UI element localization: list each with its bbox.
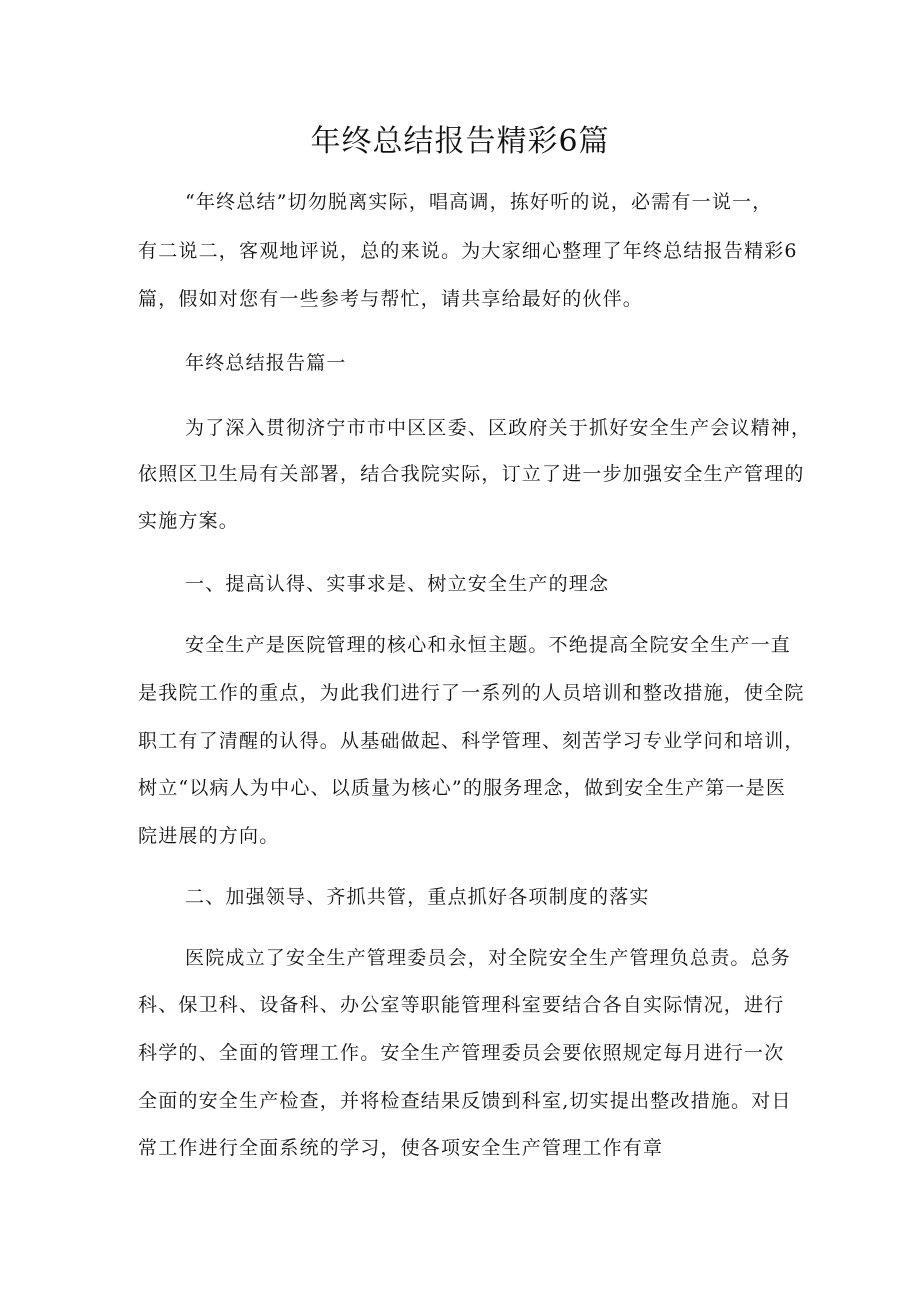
page-title: 年终总结报告精彩6篇 bbox=[310, 124, 610, 159]
paragraph-line: 树立“以病人为中心、以质量为核心”的服务理念，做到安全生产第一是医 bbox=[138, 777, 787, 799]
paragraph-line: 是我院工作的重点，为此我们进行了一系列的人员培训和整改措施，使全院 bbox=[138, 682, 805, 704]
paragraph-line: 安全生产是医院管理的核心和永恒主题。不绝提高全院安全生产一直 bbox=[185, 634, 792, 656]
intro-line: 篇，假如对您有一些参考与帮忙，请共享给最好的伙伴。 bbox=[138, 288, 644, 310]
paragraph-line: 医院成立了安全生产管理委员会，对全院安全生产管理负总责。总务 bbox=[185, 947, 792, 969]
paragraph-line: 科学的、全面的管理工作。安全生产管理委员会要依照规定每月进行一次 bbox=[138, 1042, 785, 1064]
intro-line: “年终总结”切勿脱离实际，唱高调，拣好听的说，必需有一说一， bbox=[185, 191, 773, 213]
subheading: 一、提高认得、实事求是、树立安全生产的理念 bbox=[185, 573, 610, 595]
subheading: 二、加强领导、齐抓共管，重点抓好各项制度的落实 bbox=[185, 886, 650, 908]
paragraph-line: 为了深入贯彻济宁市市中区区委、区政府关于抓好安全生产会议精神， bbox=[185, 417, 812, 439]
paragraph-line: 院进展的方向。 bbox=[138, 825, 280, 847]
paragraph-line: 职工有了清醒的认得。从基础做起、科学管理、刻苦学习专业学问和培训， bbox=[138, 730, 805, 752]
paragraph-line: 科、保卫科、设备科、办公室等职能管理科室要结合各自实际情况，进行 bbox=[138, 994, 785, 1016]
section-heading: 年终总结报告篇一 bbox=[185, 352, 347, 374]
paragraph-line: 全面的安全生产检查，并将检查结果反馈到科室,切实提出整改措施。对日 bbox=[138, 1090, 792, 1112]
intro-line: 有二说二，客观地评说，总的来说。为大家细心整理了年终总结报告精彩6 bbox=[138, 240, 798, 262]
paragraph-line: 实施方案。 bbox=[138, 510, 240, 532]
paragraph-line: 常工作进行全面系统的学习，使各项安全生产管理工作有章 bbox=[138, 1137, 664, 1159]
paragraph-line: 依照区卫生局有关部署，结合我院实际，订立了进一步加强安全生产管理的 bbox=[138, 463, 805, 485]
